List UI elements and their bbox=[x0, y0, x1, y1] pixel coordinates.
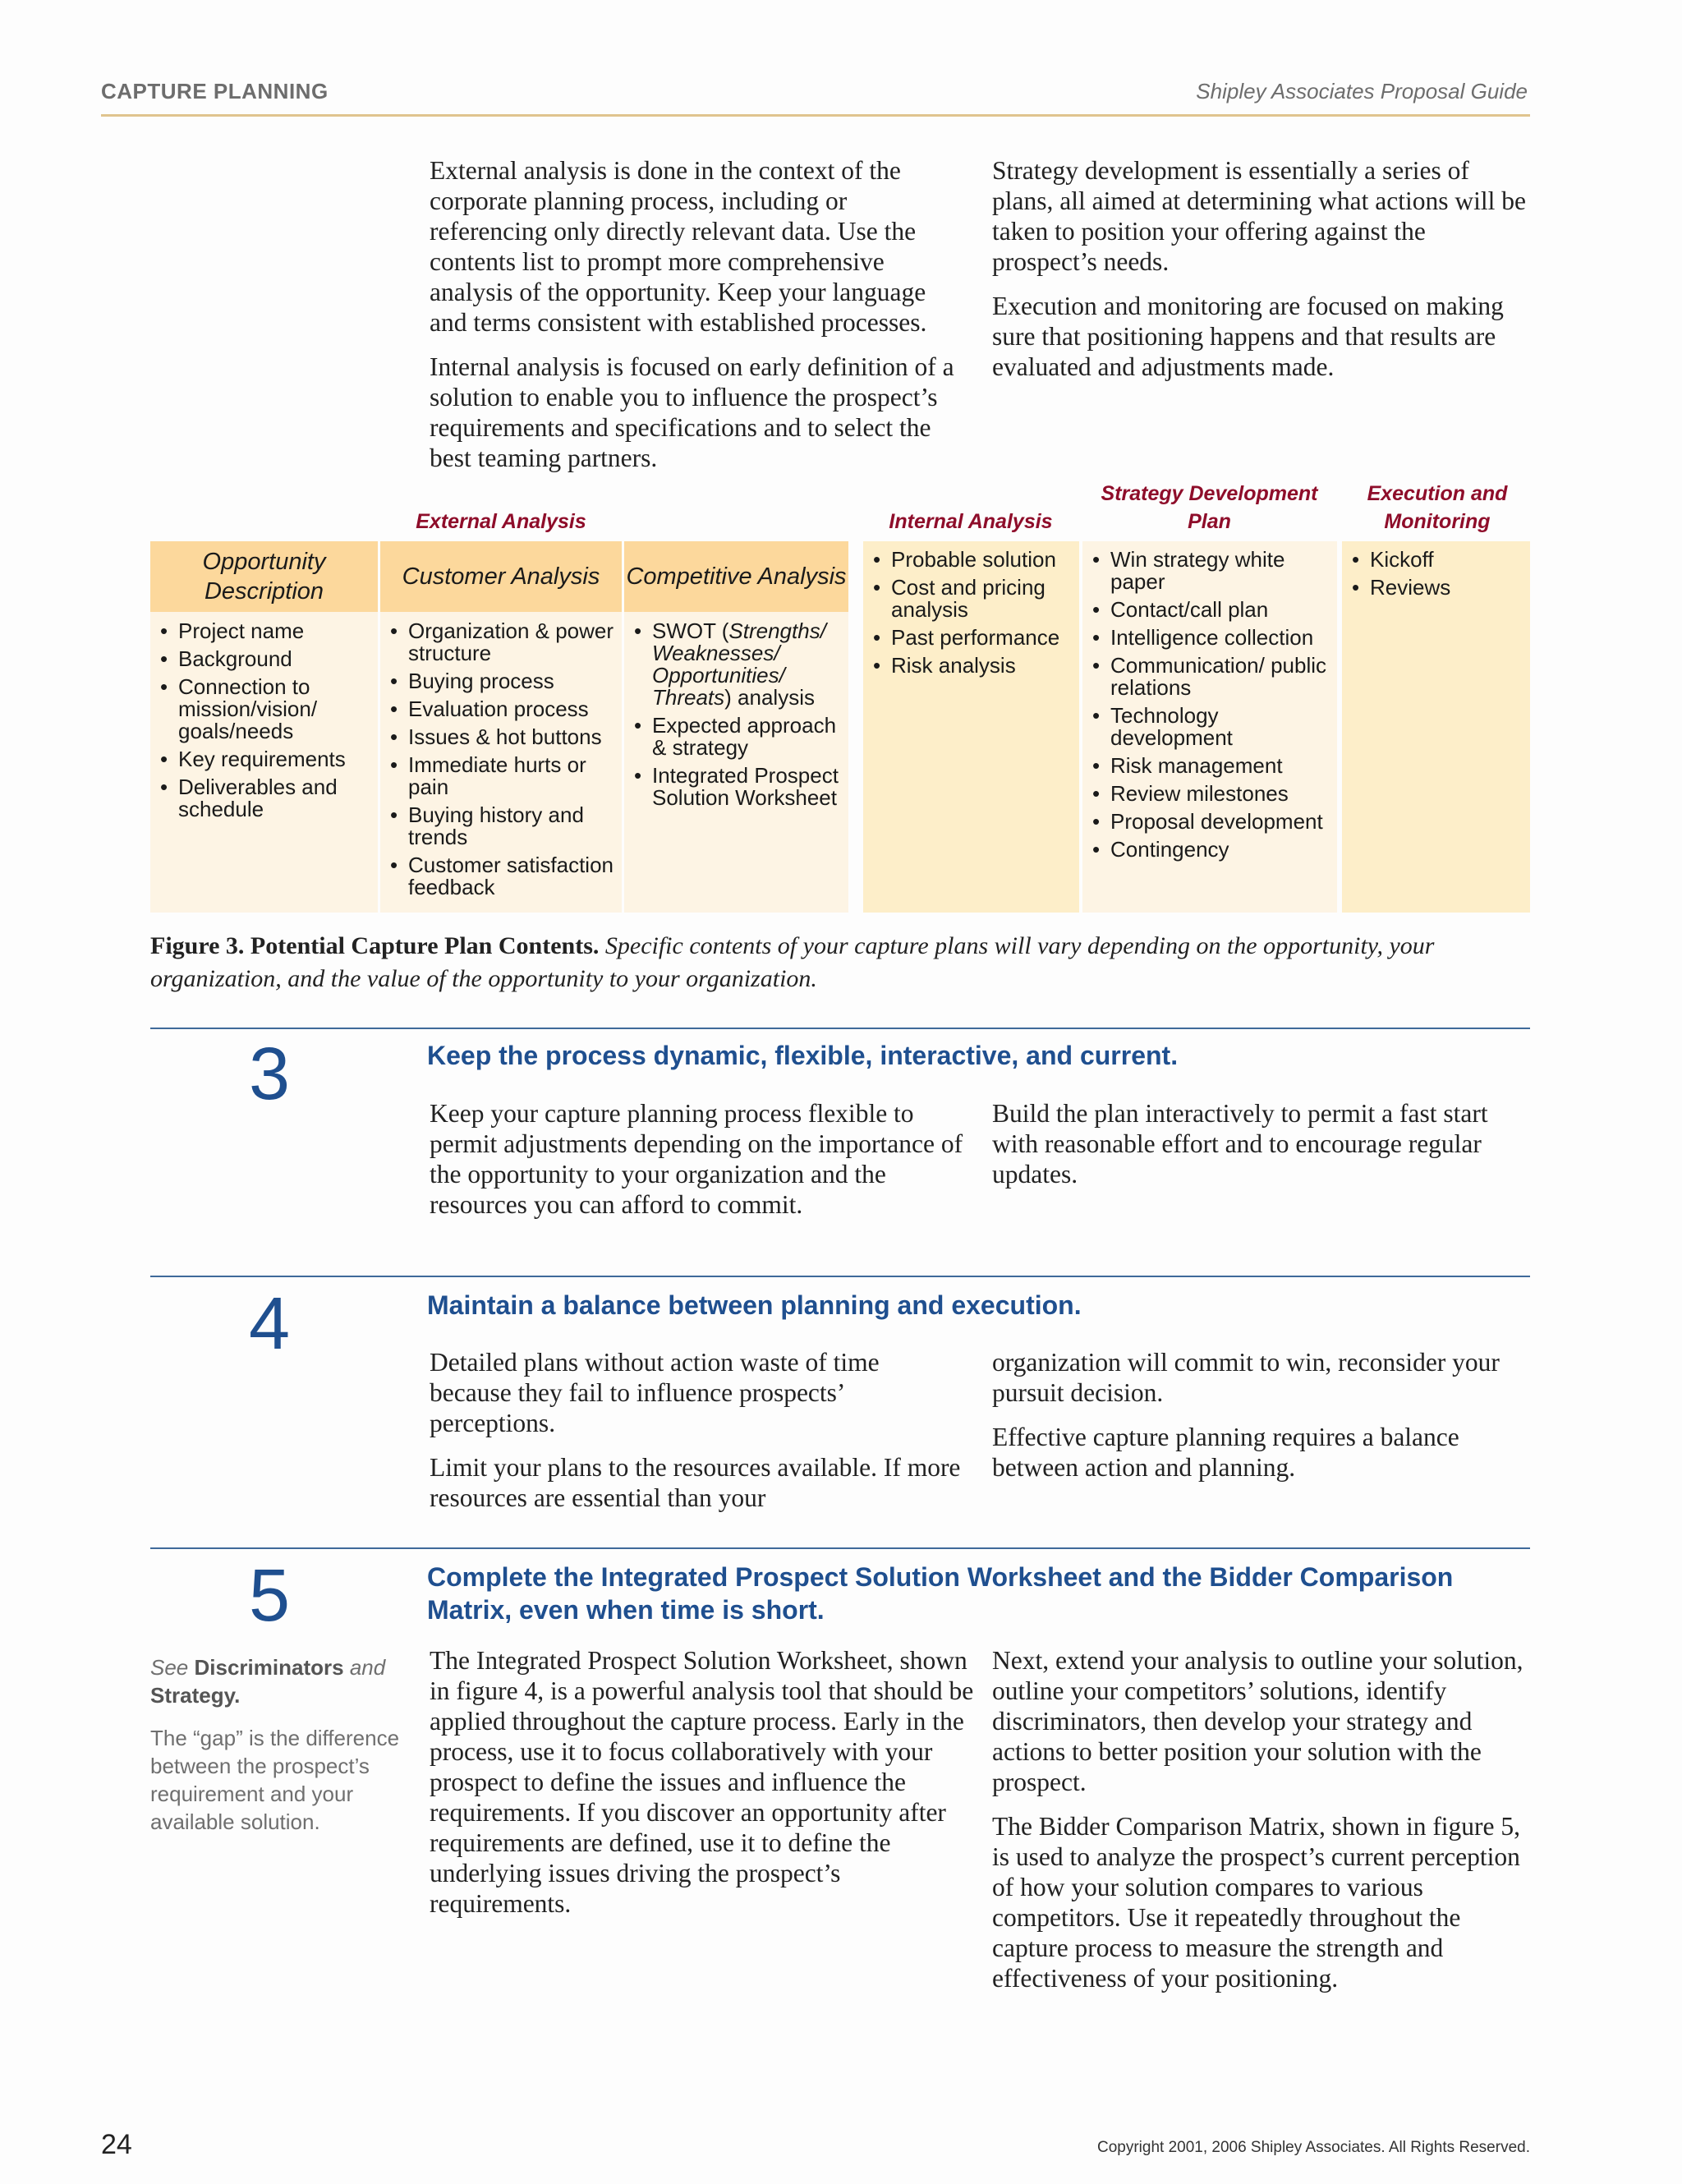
list-item: • Cost and pricing analysis bbox=[871, 577, 1074, 621]
paragraph: organization will commit to win, reconsider your pursuit decision. bbox=[992, 1348, 1500, 1407]
figure-column-opportunity-description bbox=[150, 541, 378, 913]
list-item: • Review milestones bbox=[1091, 783, 1332, 805]
column-header: Customer Analysis bbox=[380, 541, 622, 612]
paragraph: Keep your capture planning process flexible to permit adjustments depending on the importance of the opportunity to your organization and the resources you can afford to commit. bbox=[430, 1099, 963, 1219]
caption-text: Specific contents of your capture plans will vary depending on the opportunity, your organization, and the value of the opportunity to your organization. bbox=[150, 932, 1435, 992]
section-3-left-column bbox=[430, 1098, 967, 1234]
list-item: • Evaluation process bbox=[388, 698, 617, 720]
list-item: • Proposal development bbox=[1091, 811, 1332, 833]
list-item: • Project name bbox=[159, 620, 373, 642]
item-list bbox=[1350, 549, 1525, 605]
section-3-right-column bbox=[992, 1098, 1530, 1203]
list-item: • Risk analysis bbox=[871, 655, 1074, 677]
paragraph: Detailed plans without action waste of time because they fail to influence prospects’ perceptions. bbox=[430, 1348, 880, 1437]
section-title: Maintain a balance between planning and execution. bbox=[427, 1290, 1082, 1320]
column-header: Opportunity Description bbox=[150, 541, 378, 612]
list-item: • Customer satisfaction feedback bbox=[388, 854, 617, 899]
paragraph: The Integrated Prospect Solution Worksheet, shown in figure 4, is a powerful analysis tool that should be applied throughout the capture process. Early in the process, use it to focus collaboratively with your prospect to define the issues and influence the requirements. If you discover an opportunity after requirements are defined, use it to define the underlying issues driving the prospect’s requirements. bbox=[430, 1646, 974, 1918]
intro-left-column bbox=[430, 155, 967, 487]
intro-right-column bbox=[992, 155, 1530, 396]
paragraph: Build the plan interactively to permit a fast start with reasonable effort and to encourage regular updates. bbox=[992, 1099, 1488, 1189]
cross-reference-note bbox=[150, 1653, 401, 1709]
figure-column-competitive-analysis bbox=[624, 541, 848, 913]
note-see: See bbox=[150, 1655, 189, 1680]
list-item: • Deliverables and schedule bbox=[159, 776, 373, 821]
list-item: • Technology development bbox=[1091, 705, 1332, 749]
list-item-swot bbox=[632, 620, 843, 709]
list-item: • Immediate hurts or pain bbox=[388, 754, 617, 798]
figure-column-customer-analysis bbox=[380, 541, 622, 913]
section-title: Complete the Integrated Prospect Solution Worksheet and the Bidder Comparison Matrix, even when time is short. bbox=[427, 1562, 1454, 1625]
section-rule bbox=[150, 1276, 1530, 1277]
paragraph: Execution and monitoring are focused on making sure that positioning happens and that results are evaluated and adjustments made. bbox=[992, 292, 1504, 381]
paragraph: Next, extend your analysis to outline your solution, outline your competitors’ solutions, identify discriminators, then develop your strategy and actions to better position your solution with the prospect. bbox=[992, 1646, 1523, 1796]
section-number: 4 bbox=[248, 1283, 291, 1365]
list-item: • Risk management bbox=[1091, 755, 1332, 777]
band-label-execution-and-monitoring: Execution and Monitoring bbox=[1367, 482, 1508, 533]
section-4-left-column bbox=[430, 1347, 967, 1527]
figure-caption bbox=[150, 930, 1530, 995]
section-number: 5 bbox=[248, 1555, 291, 1637]
section-rule bbox=[150, 1028, 1530, 1029]
list-item: • Communication/ public relations bbox=[1091, 655, 1332, 699]
list-item: • Intelligence collection bbox=[1091, 627, 1332, 649]
item-list bbox=[632, 620, 843, 815]
section-number: 3 bbox=[248, 1033, 291, 1115]
page-number: 24 bbox=[101, 2129, 132, 2160]
paragraph: Strategy development is essentially a series of plans, all aimed at determining what actions will be taken to position your offering against the prospect’s needs. bbox=[992, 156, 1526, 276]
item-list bbox=[871, 549, 1074, 683]
gap-definition-note: The “gap” is the difference between the prospect’s requirement and your available solution. bbox=[150, 1726, 400, 1834]
section-4-right-column bbox=[992, 1347, 1530, 1497]
note-link-strategy: Strategy. bbox=[150, 1683, 241, 1708]
list-item: • Win strategy white paper bbox=[1091, 549, 1332, 593]
item-list bbox=[1091, 549, 1332, 867]
list-item: • Buying process bbox=[388, 670, 617, 692]
list-item: • Buying history and trends bbox=[388, 804, 617, 848]
running-header-book-title: Shipley Associates Proposal Guide bbox=[1196, 79, 1528, 103]
swot-terms: Strengths/ Weaknesses/ Opportunities/ Threats bbox=[652, 618, 826, 710]
list-item: • Expected approach & strategy bbox=[632, 715, 843, 759]
band-label-internal-analysis: Internal Analysis bbox=[889, 510, 1053, 533]
figure-column-strategy-development-plan bbox=[1082, 541, 1337, 913]
paragraph: Effective capture planning requires a balance between action and planning. bbox=[992, 1423, 1459, 1482]
figure-column-internal-analysis bbox=[863, 541, 1079, 913]
band-label-strategy-development-plan: Strategy Development Plan bbox=[1101, 482, 1318, 533]
paragraph: The Bidder Comparison Matrix, shown in figure 5, is used to analyze the prospect’s current perception of how your solution compares to various competitors. Use it repeatedly throughout the capture process to measure the strength and effectiveness of your positioning. bbox=[992, 1812, 1521, 1993]
list-item: • Kickoff bbox=[1350, 549, 1525, 571]
list-item: • Connection to mission/vision/ goals/needs bbox=[159, 676, 373, 743]
figure-column-execution-and-monitoring bbox=[1342, 541, 1530, 913]
note-and: and bbox=[349, 1655, 386, 1680]
item-list bbox=[159, 620, 373, 826]
column-header: Competitive Analysis bbox=[624, 541, 848, 612]
section-title: Keep the process dynamic, flexible, interactive, and current. bbox=[427, 1041, 1179, 1070]
list-item: • Integrated Prospect Solution Worksheet bbox=[632, 765, 843, 809]
list-item: • Key requirements bbox=[159, 748, 373, 770]
section-rule bbox=[150, 1547, 1530, 1549]
paragraph: Limit your plans to the resources available. If more resources are essential than your bbox=[430, 1453, 961, 1512]
band-label-external-analysis: External Analysis bbox=[416, 510, 586, 533]
list-item: • Probable solution bbox=[871, 549, 1074, 571]
section-5-left-column bbox=[430, 1645, 976, 1933]
running-header-section: CAPTURE PLANNING bbox=[101, 79, 329, 103]
header-rule bbox=[101, 114, 1530, 117]
list-item: • Contingency bbox=[1091, 839, 1332, 861]
item-list bbox=[388, 620, 617, 904]
paragraph: Internal analysis is focused on early definition of a solution to enable you to influence the prospect’s requirements and specifications and to select the best teaming partners. bbox=[430, 352, 954, 472]
list-item: • Contact/call plan bbox=[1091, 599, 1332, 621]
list-item: • Background bbox=[159, 648, 373, 670]
section-5-right-column bbox=[992, 1645, 1530, 2007]
list-item: • Past performance bbox=[871, 627, 1074, 649]
paragraph: External analysis is done in the context of the corporate planning process, including or referencing only directly relevant data. Use the contents list to prompt more comprehensive analysis of the opportunity. Keep your language and terms consistent with established processes. bbox=[430, 156, 927, 337]
note-link-discriminators: Discriminators bbox=[194, 1655, 344, 1680]
list-item: • Reviews bbox=[1350, 577, 1525, 599]
copyright-notice: Copyright 2001, 2006 Shipley Associates. All Rights Reserved. bbox=[1096, 2139, 1530, 2156]
swot-prefix: SWOT ( bbox=[652, 618, 729, 643]
margin-note bbox=[150, 1653, 401, 1851]
list-item: • Issues & hot buttons bbox=[388, 726, 617, 748]
list-item: • Organization & power structure bbox=[388, 620, 617, 664]
caption-title: Figure 3. Potential Capture Plan Contents. bbox=[150, 932, 600, 959]
swot-suffix: ) analysis bbox=[724, 685, 815, 710]
